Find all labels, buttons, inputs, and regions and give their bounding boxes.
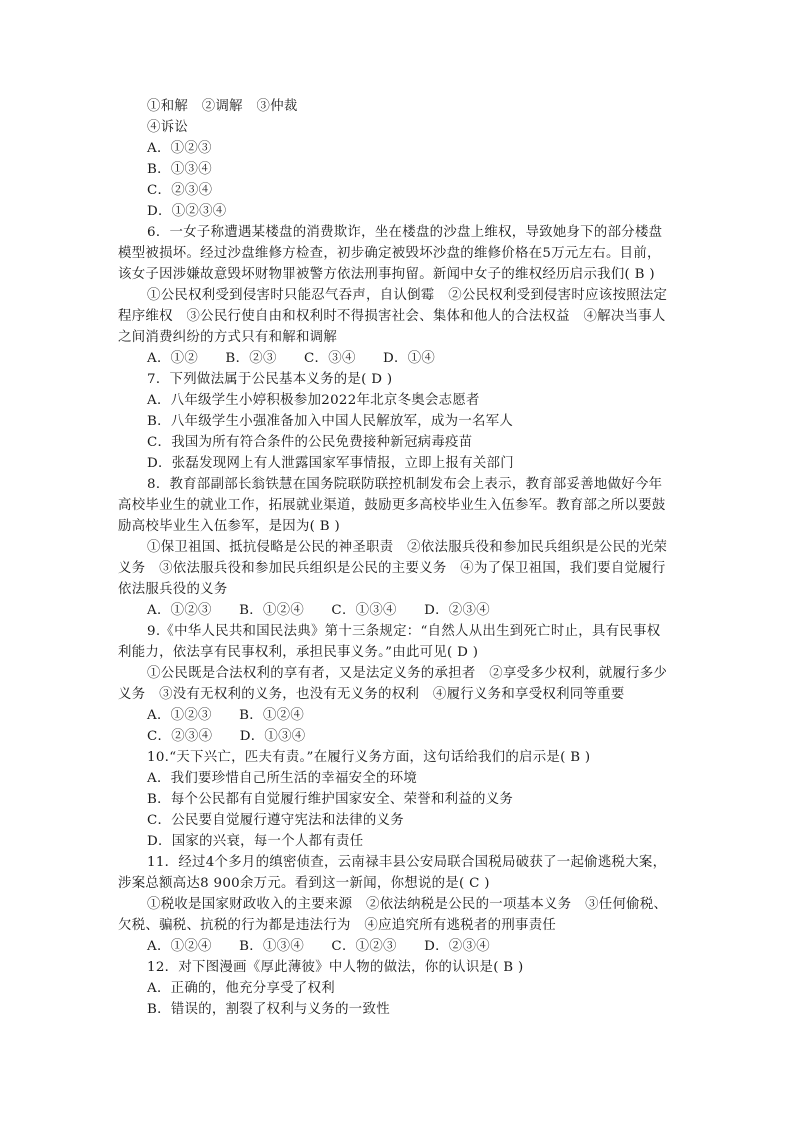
text-line: ①和解 ②调解 ③仲裁 — [147, 99, 298, 114]
text-line: C．我国为所有符合条件的公民免费接种新冠病毒疫苗 — [147, 435, 473, 450]
text-line: 高校毕业生的就业工作，拓展就业渠道，鼓励更多高校毕业生入伍参军。教育部之所以要鼓 — [118, 498, 666, 513]
text-line: D．国家的兴衰，每一个人都有责任 — [147, 834, 364, 849]
text-line: A．正确的，他充分享受了权利 — [147, 981, 335, 996]
text-line: A．我们要珍惜自己所生活的幸福安全的环境 — [147, 771, 418, 786]
text-line: 模型被损坏。经过沙盘维修方检查，初步确定被毁坏沙盘的维修价格在5万元左右。目前， — [118, 246, 661, 261]
text-line: 义务 ③依法服兵役和参加民兵组织是公民的主要义务 ④为了保卫祖国，我们要自觉履行 — [118, 561, 666, 576]
text-line: ①保卫祖国、抵抗侵略是公民的神圣职责 ②依法服兵役和参加民兵组织是公民的光荣 — [147, 540, 668, 555]
text-line: B．每个公民都有自觉履行维护国家安全、荣誉和利益的义务 — [147, 792, 514, 807]
question-9: 9.《中华人民共和国民法典》第十三条规定：“自然人从出生到死亡时止，具有民事权 — [147, 624, 661, 639]
question-7: 7．下列做法属于公民基本义务的是( D ) — [147, 372, 393, 387]
text-line: ①税收是国家财政收入的主要来源 ②依法纳税是公民的一项基本义务 ③任何偷税、 — [147, 897, 668, 912]
question-11: 11．经过4个多月的缜密侦查，云南禄丰县公安局联合国税局破获了一起偷逃税大案， — [147, 855, 667, 870]
answer-options: A．①② B．②③ C．③④ D．①④ — [147, 351, 436, 366]
text-line: 涉案总额高达8 900余万元。看到这一新闻，你想说的是( C ) — [118, 876, 490, 891]
text-line: 励高校毕业生入伍参军，是因为( B ) — [118, 519, 340, 534]
answer-options: C．②③④ D．①③④ — [147, 729, 306, 744]
text-line: 程序维权 ③公民行使自由和权利时不得损害社会、集体和他人的合法权益 ④解决当事人 — [118, 309, 666, 324]
question-12: 12．对下图漫画《厚此薄彼》中人物的做法，你的认识是( B ) — [147, 960, 524, 975]
text-line: 欠税、骗税、抗税的行为都是违法行为 ④应追究所有逃税者的刑事责任 — [118, 918, 557, 933]
question-8: 8．教育部副部长翁铁慧在国务院联防联控机制发布会上表示，教育部妥善地做好今年 — [147, 477, 663, 492]
text-line: 该女子因涉嫌故意毁坏财物罪被警方依法刑事拘留。新闻中女子的维权经历启示我们( B ) — [118, 267, 655, 282]
answer-options: A．①②③ B．①②④ — [147, 708, 305, 723]
text-line: ①公民既是合法权利的享有者，又是法定义务的承担者 ②享受多少权利，就履行多少 — [147, 666, 668, 681]
text-line: C．公民要自觉履行遵守宪法和法律的义务 — [147, 813, 404, 828]
text-line: C．②③④ — [147, 183, 213, 198]
text-line: 之间消费纠纷的方式只有和解和调解 — [118, 330, 338, 345]
text-line: D．张磊发现网上有人泄露国家军事情报，立即上报有关部门 — [147, 456, 514, 471]
text-line: 利能力，依法享有民事权利，承担民事义务。”由此可见( D ) — [118, 645, 479, 660]
text-line: ④诉讼 — [147, 120, 189, 135]
answer-options: A．①②③ B．①②④ C．①③④ D．②③④ — [147, 603, 490, 618]
text-line: 依法服兵役的义务 — [118, 582, 228, 597]
question-10: 10.“天下兴亡，匹夫有责。”在履行义务方面，这句话给我们的启示是( B ) — [147, 750, 591, 765]
text-line: ①公民权利受到侵害时只能忍气吞声，自认倒霉 ②公民权利受到侵害时应该按照法定 — [147, 288, 668, 303]
text-line: D．①②③④ — [147, 204, 227, 219]
text-line: B．八年级学生小强准备加入中国人民解放军，成为一名军人 — [147, 414, 514, 429]
text-line: A．①②③ — [147, 141, 212, 156]
text-line: B．错误的，割裂了权利与义务的一致性 — [147, 1002, 390, 1017]
answer-options: A．①②④ B．①③④ C．①②③ D．②③④ — [147, 939, 490, 954]
text-line: A．八年级学生小婷积极参加2022年北京冬奥会志愿者 — [147, 393, 480, 408]
question-6: 6．一女子称遭遇某楼盘的消费欺诈，坐在楼盘的沙盘上维权，导致她身下的部分楼盘 — [147, 225, 663, 240]
text-line: B．①③④ — [147, 162, 212, 177]
text-line: 义务 ③没有无权利的义务，也没有无义务的权利 ④履行义务和享受权利同等重要 — [118, 687, 625, 702]
